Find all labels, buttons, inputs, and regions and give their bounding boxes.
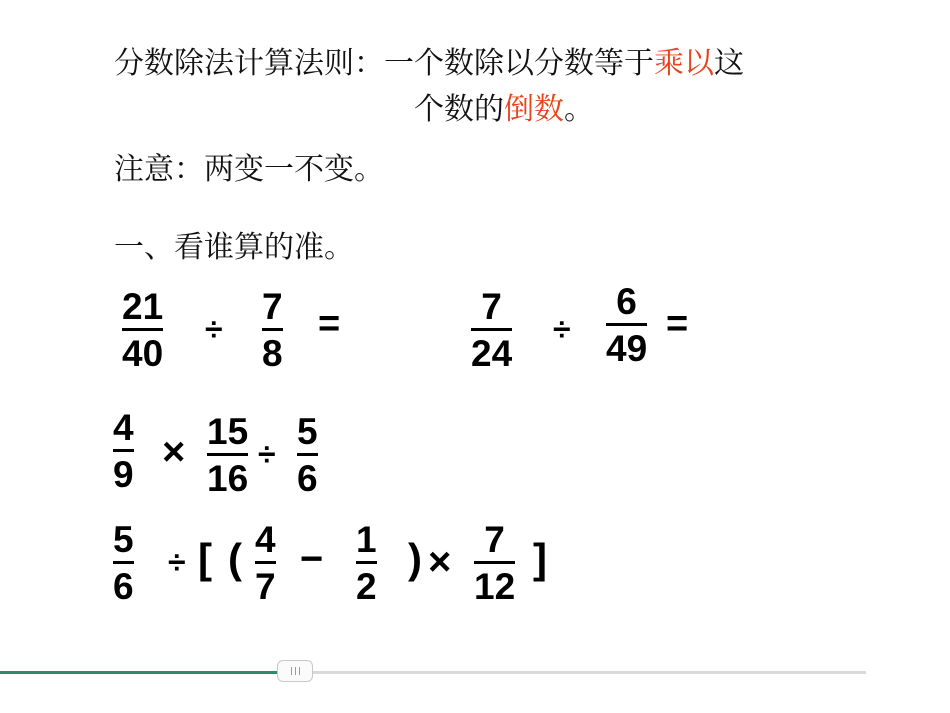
numerator: 7 xyxy=(484,519,505,560)
fraction-bar xyxy=(356,561,377,564)
numerator: 4 xyxy=(113,407,134,448)
grip-line xyxy=(291,667,292,675)
numerator: 5 xyxy=(113,519,134,560)
fraction xyxy=(262,288,283,372)
slide-progress-fill xyxy=(0,671,286,674)
rule-text-2-end: 。 xyxy=(564,92,594,127)
equals-sign: = xyxy=(318,303,341,345)
fraction xyxy=(471,288,512,372)
denominator: 16 xyxy=(207,458,249,499)
fraction xyxy=(207,413,248,497)
multiply-sign: × xyxy=(428,540,452,584)
fraction-bar xyxy=(297,453,318,456)
denominator: 6 xyxy=(297,458,318,499)
denominator: 12 xyxy=(474,566,516,607)
fraction-bar xyxy=(255,561,276,564)
denominator: 40 xyxy=(122,333,164,374)
numerator: 7 xyxy=(481,286,502,327)
rule-line-2 xyxy=(414,92,594,128)
right-bracket: ] xyxy=(533,535,547,582)
multiply-sign: × xyxy=(162,430,186,474)
denominator: 6 xyxy=(113,566,134,607)
denominator: 2 xyxy=(356,566,377,607)
divide-sign: ÷ xyxy=(205,311,223,347)
slide-progress-track[interactable] xyxy=(0,671,866,674)
denominator: 9 xyxy=(113,454,134,495)
numerator: 7 xyxy=(262,286,283,327)
denominator: 49 xyxy=(606,328,648,369)
rule-text-2: 个数的 xyxy=(414,92,504,127)
fraction xyxy=(122,288,163,372)
fraction-bar xyxy=(113,561,134,564)
fraction xyxy=(113,521,134,605)
rule-text: 分数除法计算法则：一个数除以分数等于 xyxy=(114,46,654,81)
rule-highlight-multiply: 乘以 xyxy=(654,46,714,81)
fraction xyxy=(474,521,515,605)
numerator: 4 xyxy=(255,519,276,560)
numerator: 21 xyxy=(122,286,164,327)
grip-line xyxy=(295,667,296,675)
fraction xyxy=(606,283,647,367)
divide-sign: ÷ xyxy=(258,436,276,472)
slide-progress-handle[interactable] xyxy=(277,660,313,682)
fraction-bar xyxy=(262,328,283,331)
fraction xyxy=(297,413,318,497)
fraction-bar xyxy=(474,561,515,564)
numerator: 15 xyxy=(207,411,249,452)
fraction-bar xyxy=(606,323,647,326)
section-title: 一、看谁算的准。 xyxy=(114,230,354,265)
numerator: 6 xyxy=(616,281,637,322)
denominator: 24 xyxy=(471,333,513,374)
fraction-bar xyxy=(122,328,163,331)
denominator: 7 xyxy=(255,566,276,607)
denominator: 8 xyxy=(262,333,283,374)
rule-line-1 xyxy=(114,46,744,82)
fraction xyxy=(255,521,276,605)
right-parenthesis: ) xyxy=(408,535,422,582)
rule-highlight-reciprocal: 倒数 xyxy=(504,92,564,127)
numerator: 1 xyxy=(356,519,377,560)
fraction-bar xyxy=(207,453,248,456)
divide-sign: ÷ xyxy=(168,544,186,580)
left-parenthesis: ( xyxy=(228,535,242,582)
left-bracket: [ xyxy=(198,535,212,582)
divide-sign: ÷ xyxy=(553,311,571,347)
note-line: 注意：两变一不变。 xyxy=(114,152,384,187)
fraction-bar xyxy=(471,328,512,331)
grip-line xyxy=(299,667,300,675)
fraction xyxy=(113,409,134,493)
minus-sign: − xyxy=(300,537,324,581)
fraction xyxy=(356,521,377,605)
equals-sign: = xyxy=(666,303,689,345)
rule-text-end: 这 xyxy=(714,46,744,81)
fraction-bar xyxy=(113,449,134,452)
numerator: 5 xyxy=(297,411,318,452)
